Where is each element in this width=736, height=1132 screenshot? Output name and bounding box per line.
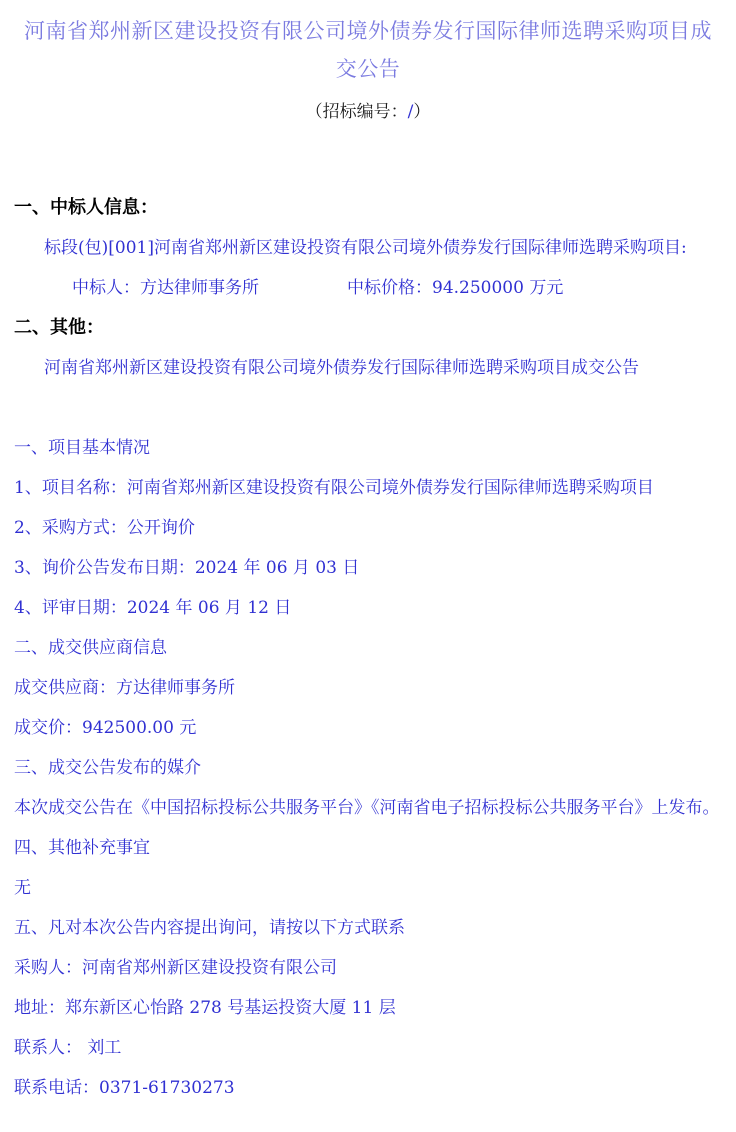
bid-number-suffix: ） [413, 102, 431, 122]
winner-line [14, 268, 722, 308]
body-paragraph: 2、采购方式：公开询价 [14, 518, 195, 538]
body-paragraph: 一、项目基本情况 [14, 438, 150, 458]
body-paragraph: 成交价：942500.00 元 [14, 718, 197, 738]
body-paragraph: 1、项目名称：河南省郑州新区建设投资有限公司境外债券发行国际律师选聘采购项目 [14, 478, 654, 498]
body-paragraph: 3、询价公告发布日期：2024 年 06 月 03 日 [14, 558, 360, 578]
lot-description: 标段(包)[001]河南省郑州新区建设投资有限公司境外债券发行国际律师选聘采购项目: [44, 238, 687, 258]
bid-number-prefix: （招标编号： [305, 102, 408, 122]
winner-name: 中标人：方达律师事务所 [72, 278, 259, 298]
body-paragraph: 联系人： 刘工 [14, 1038, 122, 1058]
bid-number-line [14, 94, 722, 130]
body-paragraph: 无 [14, 878, 31, 898]
body-paragraph: 五、凡对本次公告内容提出询问，请按以下方式联系 [14, 918, 405, 938]
page-title: 河南省郑州新区建设投资有限公司境外债券发行国际律师选聘采购项目成交公告 [24, 19, 712, 81]
body-paragraph: 四、其他补充事宜 [14, 838, 150, 858]
body-paragraph: 地址：郑东新区心怡路 278 号基运投资大厦 11 层 [14, 998, 396, 1018]
body-paragraph: 二、成交供应商信息 [14, 638, 167, 658]
winner-info-heading: 一、中标人信息： [14, 197, 158, 218]
body-paragraph: 4、评审日期：2024 年 06 月 12 日 [14, 598, 292, 618]
body-paragraph: 联系电话：0371-61730273 [14, 1078, 235, 1098]
winning-price: 中标价格：94.250000 万元 [347, 278, 564, 298]
announcement-body [14, 428, 722, 1108]
bid-number-value: / [407, 102, 414, 122]
other-heading: 二、其他： [14, 317, 104, 338]
body-paragraph: 本次成交公告在《中国招标投标公共服务平台》《河南省电子招标投标公共服务平台》上发布。 [14, 798, 720, 818]
body-paragraph: 三、成交公告发布的媒介 [14, 758, 201, 778]
announcement-subtitle: 河南省郑州新区建设投资有限公司境外债券发行国际律师选聘采购项目成交公告 [44, 358, 639, 378]
body-paragraph: 成交供应商：方达律师事务所 [14, 678, 235, 698]
body-paragraph: 采购人：河南省郑州新区建设投资有限公司 [14, 958, 337, 978]
